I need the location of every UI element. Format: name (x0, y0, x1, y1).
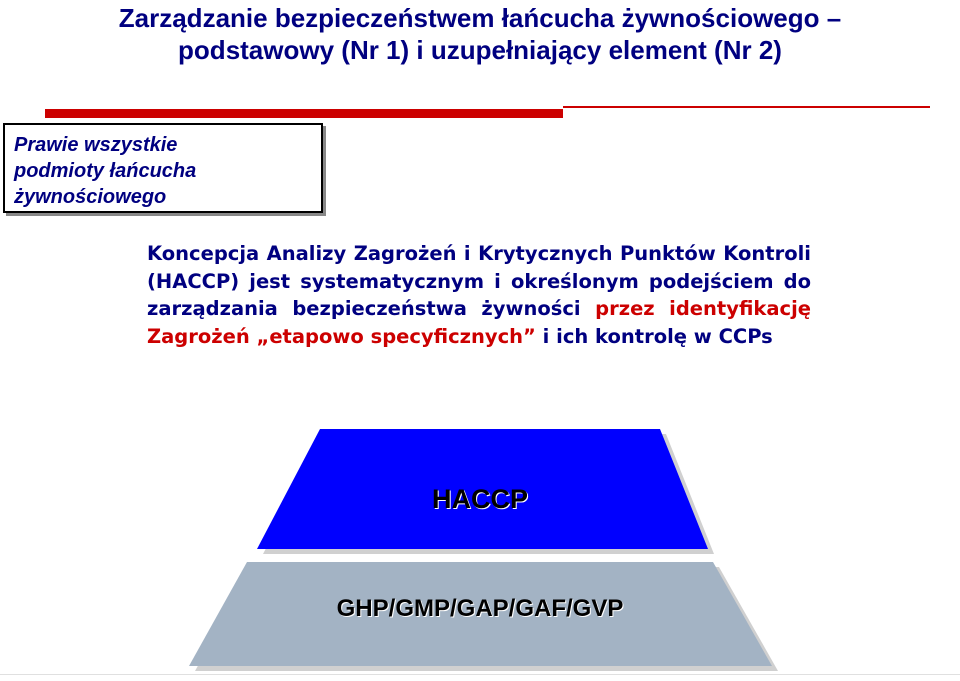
definition-text: Koncepcja Analizy Zagrożeń i Krytycznych Punktów Kontroli (HACCP) jest systematycznym i określonym podejściem do zarządzania bezpieczeństwa żywności (147, 242, 811, 320)
ghp-label: GHP/GMP/GAP/GAF/GVP (336, 595, 624, 622)
definition-text-end: i ich kontrolę w CCPs (535, 324, 773, 348)
scope-line-3: żywnościowego (14, 186, 167, 208)
scope-line-2: podmioty łańcucha (14, 160, 197, 182)
title-line-2: podstawowy (Nr 1) i uzupełniający element (Nr 2) (178, 35, 782, 65)
definition-highlight: przez identyfikację Zagrożeń „etapowo specyficznych” (147, 297, 811, 348)
bottom-divider (0, 674, 960, 675)
scope-line-1: Prawie wszystkie (14, 134, 178, 156)
haccp-label: HACCP (431, 484, 528, 514)
title-line-1: Zarządzanie bezpieczeństwem łańcucha żywnościowego – (118, 3, 842, 33)
